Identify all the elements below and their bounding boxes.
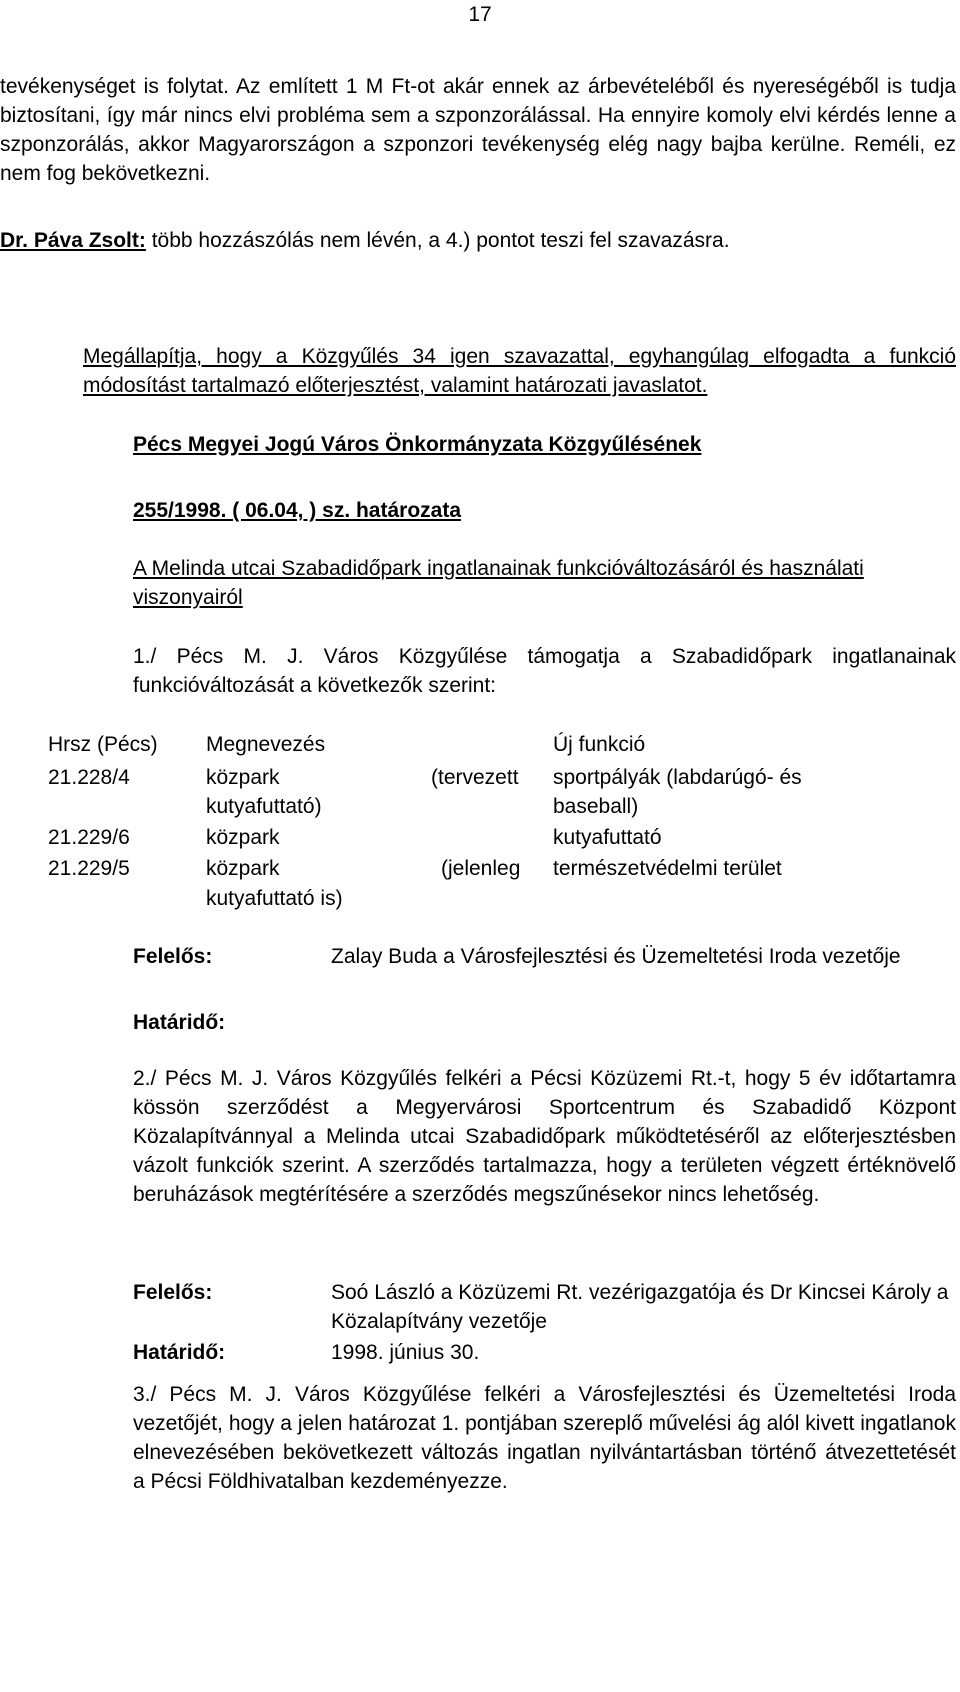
cell-function-cont: baseball) (553, 795, 639, 818)
speaker-text: több hozzászólás nem lévén, a 4.) pontot teszi fel szavazásra. (145, 229, 730, 252)
responsible-label (133, 1278, 212, 1307)
cell-function (553, 763, 885, 792)
function-change-table (48, 730, 956, 918)
cell-hrsz: 21.228/4 (48, 766, 130, 789)
point1-responsible (0, 942, 960, 1062)
cell-name: közpark (206, 826, 280, 849)
cell-name-cont: kutyafuttató is) (206, 887, 343, 910)
paragraph-speaker (0, 226, 956, 255)
cell-hrsz: 21.229/5 (48, 857, 130, 880)
paragraph-vote-result: Megállapítja, hogy a Közgyűlés 34 igen szavazattal, egyhangúlag elfogadta a funkció módosítást tartalmazó előterjesztést, valamint határozati javaslatot. (83, 345, 956, 397)
responsible-label: Felelős: (133, 945, 213, 968)
cell-function: kutyafuttató (553, 826, 662, 849)
deadline-label: Határidő: (133, 1341, 226, 1364)
page-number: 17 (468, 3, 492, 26)
cell-name: közpark (206, 766, 280, 789)
resolution-subject: A Melinda utcai Szabadidőpark ingatlanainak funkcióváltozásáról és használati viszonyairól (133, 557, 864, 609)
responsible-value: Zalay Buda a Városfejlesztési és Üzemeltetési Iroda vezetője (331, 945, 901, 968)
cell-name-cont: kutyafuttató) (206, 795, 322, 818)
responsible-value: Soó László a Közüzemi Rt. vezérigazgatója és Dr Kincsei Károly a Közalapítvány vezetője (331, 1281, 949, 1333)
resolution-number: 255/1998. ( 06.04, ) sz. határozata (133, 499, 462, 522)
cell-function: természetvédelmi terület (553, 857, 782, 880)
cell-name: közpark (206, 857, 280, 880)
cell-function-text: sportpályák (labdarúgó- és (553, 766, 802, 789)
responsible-label-text: Felelős: (133, 1281, 213, 1304)
point1-text: 1./ Pécs M. J. Város Közgyűlése támogatja a Szabadidőpark ingatlanainak funkcióváltozását a következők szerint: (133, 645, 956, 697)
resolution-heading: Pécs Megyei Jogú Város Önkormányzata Közgyűlésének (133, 433, 702, 456)
cell-name-note: (tervezett (431, 766, 519, 789)
header-function: Új funkció (553, 733, 646, 756)
header-name: Megnevezés (206, 733, 326, 756)
point3-text: 3./ Pécs M. J. Város Közgyűlése felkéri a Városfejlesztési és Üzemeltetési Iroda vezetőjét, hogy a jelen határozat 1. pontjában szereplő művelési ág alól kivett ingatlanok elnevezésében bekövetkezett változás ingatlan nyilvántartásban történő átvezettetését a Pécsi Földhivatalban kezdeményezze. (133, 1383, 956, 1493)
point2-responsible (0, 1278, 960, 1378)
cell-name-note: (jelenleg (441, 857, 521, 880)
paragraph-sponsorship: tevékenységet is folytat. Az említett 1 M Ft-ot akár ennek az árbevételéből és nyereségéből is tudja biztosítani, így már nincs elvi probléma sem a szponzorálással. Ha ennyire komoly elvi kérdés lenne a szponzorálás, akkor Magyarországon a szponzori tevékenység elég nagy bajba kerülne. Reméli, ez nem fog bekövetkezni. (0, 75, 956, 185)
point2-text: 2./ Pécs M. J. Város Közgyűlés felkéri a Pécsi Közüzemi Rt.-t, hogy 5 év időtartamra kössön szerződést a Megyervárosi Sportcentrum és Szabadidő Központ Közalapítvánnyal a Melinda utcai Szabadidőpark működtetéséről az előterjesztésben vázolt funkciók szerint. A szerződés tartalmazza, hogy a területen végzett értéknövelő beruházások megtérítésére a szerződés megszűnésekor nincs lehetőség. (133, 1067, 956, 1206)
speaker-name: Dr. Páva Zsolt: (0, 229, 146, 252)
deadline-label: Határidő: (133, 1011, 226, 1034)
deadline-value: 1998. június 30. (331, 1341, 480, 1364)
header-hrsz: Hrsz (Pécs) (48, 733, 158, 756)
cell-hrsz: 21.229/6 (48, 826, 130, 849)
